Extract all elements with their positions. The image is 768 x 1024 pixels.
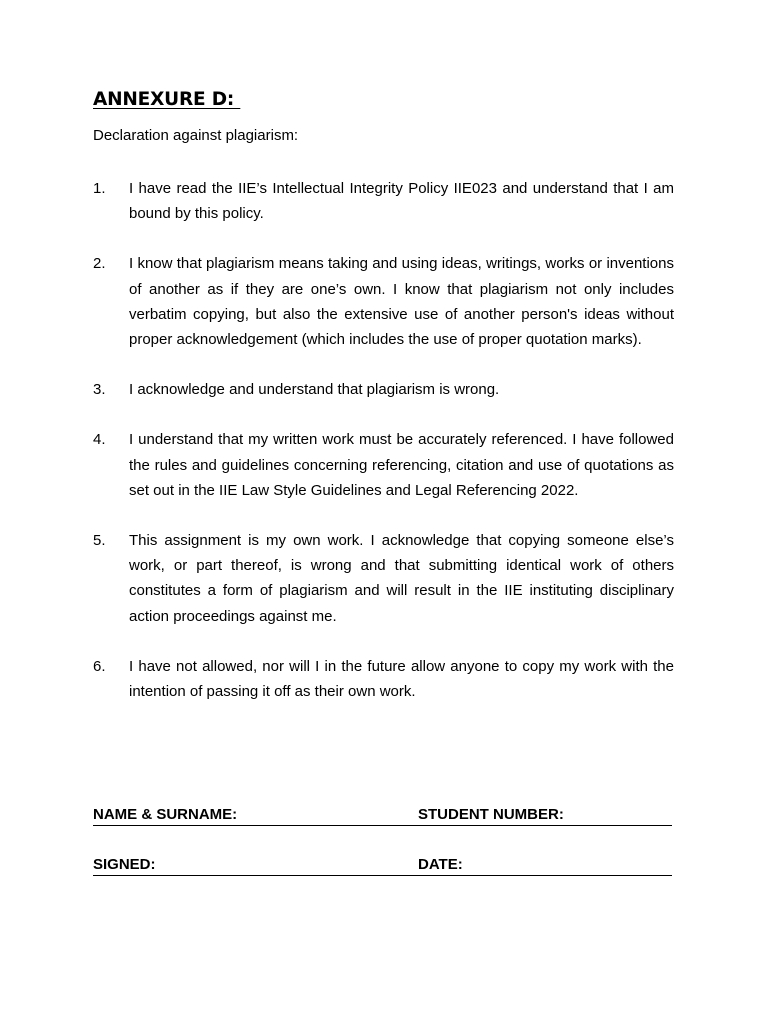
student-number-field[interactable] — [418, 805, 672, 826]
item-text: I have not allowed, nor will I in the future allow anyone to copy my work with the intention of passing it off as their own work. — [129, 657, 674, 701]
annexure-heading: ANNEXURE D: — [93, 89, 241, 110]
name-student-row — [93, 805, 673, 827]
item-number: 3. — [93, 381, 106, 399]
name-surname-field[interactable] — [93, 805, 418, 826]
name-surname-label: NAME & SURNAME: — [93, 806, 238, 823]
declaration-item-2 — [93, 251, 674, 352]
student-number-label: STUDENT NUMBER: — [418, 806, 564, 823]
date-field[interactable] — [418, 855, 672, 876]
item-text: I know that plagiarism means taking and using ideas, writings, works or inventions of another as if they are one’s own. I know that plagiarism not only includes verbatim copying, but also the extensive use of another person's ideas without proper acknowledgement (which includes the use of proper quotation marks). — [129, 255, 674, 349]
item-text: I acknowledge and understand that plagiarism is wrong. — [129, 381, 500, 399]
item-text: I have read the IIE’s Intellectual Integrity Policy IIE023 and understand that I am bound by this policy. — [129, 180, 674, 223]
signed-label: SIGNED: — [93, 856, 156, 873]
declaration-list — [93, 176, 674, 729]
item-text: This assignment is my own work. I acknowledge that copying someone else’s work, or part thereof, is wrong and that submitting identical work of others constitutes a form of plagiarism and will result in the IIE instituting disciplinary action proceedings against me. — [129, 532, 674, 625]
item-number: 1. — [93, 180, 106, 197]
declaration-item-1 — [93, 176, 674, 226]
item-number: 5. — [93, 532, 106, 550]
item-number: 2. — [93, 255, 106, 273]
declaration-intro: Declaration against plagiarism: — [93, 127, 299, 144]
declaration-item-3 — [93, 377, 674, 402]
signed-field[interactable] — [93, 855, 418, 876]
declaration-item-5 — [93, 528, 674, 629]
signed-date-row — [93, 855, 673, 877]
item-number: 6. — [93, 657, 106, 675]
item-number: 4. — [93, 431, 106, 449]
declaration-item-4 — [93, 427, 674, 503]
item-text: I understand that my written work must be accurately referenced. I have followed the rules and guidelines concerning referencing, citation and use of quotations as set out in the IIE Law Style Guidelines and Legal Referencing 2022. — [129, 431, 674, 499]
declaration-item-6 — [93, 654, 674, 704]
date-label: DATE: — [418, 856, 463, 873]
